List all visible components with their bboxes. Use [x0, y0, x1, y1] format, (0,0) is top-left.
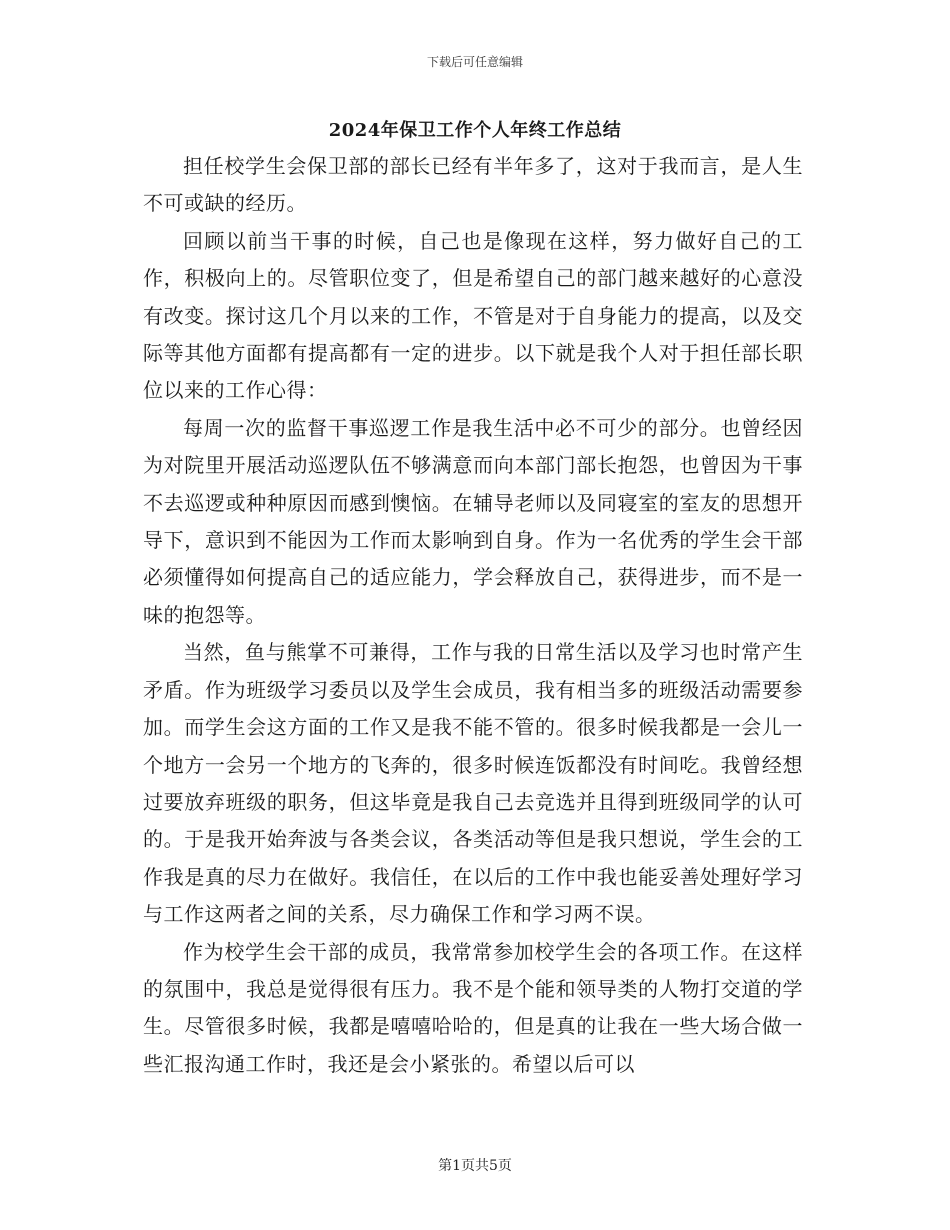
page-number: 第1页共5页	[438, 1158, 512, 1174]
paragraph: 作为校学生会干部的成员，我常常参加校学生会的各项工作。在这样的氛围中，我总是觉得很有压力。我不是个能和领导类的人物打交道的学生。尽管很多时候，我都是嘻嘻哈哈的，但是真的让我在一些大场合做一些汇报沟通工作时，我还是会小紧张的。希望以后可以	[143, 939, 803, 1076]
header-note: 下载后可任意编辑	[426, 55, 523, 69]
paragraph: 担任校学生会保卫部的部长已经有半年多了，这对于我而言，是人生不可或缺的经历。	[143, 154, 803, 216]
paragraph: 每周一次的监督干事巡逻工作是我生活中必不可少的部分。也曾经因为对院里开展活动巡逻队伍不够满意而向本部门部长抱怨，也曾因为干事不去巡逻或种种原因而感到懊恼。在辅导老师以及同寝室的室友的思想开导下，意识到不能因为工作而太影响到自身。作为一名优秀的学生会干部必须懂得如何提高自己的适应能力，学会释放自己，获得进步，而不是一味的抱怨等。	[143, 415, 803, 627]
document-title: 2024年保卫工作个人年终工作总结	[328, 120, 622, 141]
paragraph: 回顾以前当干事的时候，自己也是像现在这样，努力做好自己的工作，积极向上的。尽管职位变了，但是希望自己的部门越来越好的心意没有改变。探讨这几个月以来的工作，不管是对于自身能力的提高，以及交际等其他方面都有提高都有一定的进步。以下就是我个人对于担任部长职位以来的工作心得：	[143, 228, 803, 403]
document-body	[143, 148, 803, 1083]
paragraph: 当然，鱼与熊掌不可兼得，工作与我的日常生活以及学习也时常产生矛盾。作为班级学习委员以及学生会成员，我有相当多的班级活动需要参加。而学生会这方面的工作又是我不能不管的。很多时候我都是一会儿一个地方一会另一个地方的飞奔的，很多时候连饭都没有时间吃。我曾经想过要放弃班级的职务，但这毕竟是我自己去竞选并且得到班级同学的认可的。于是我开始奔波与各类会议，各类活动等但是我只想说，学生会的工作我是真的尽力在做好。我信任，在以后的工作中我也能妥善处理好学习与工作这两者之间的关系，尽力确保工作和学习两不误。	[143, 640, 803, 927]
